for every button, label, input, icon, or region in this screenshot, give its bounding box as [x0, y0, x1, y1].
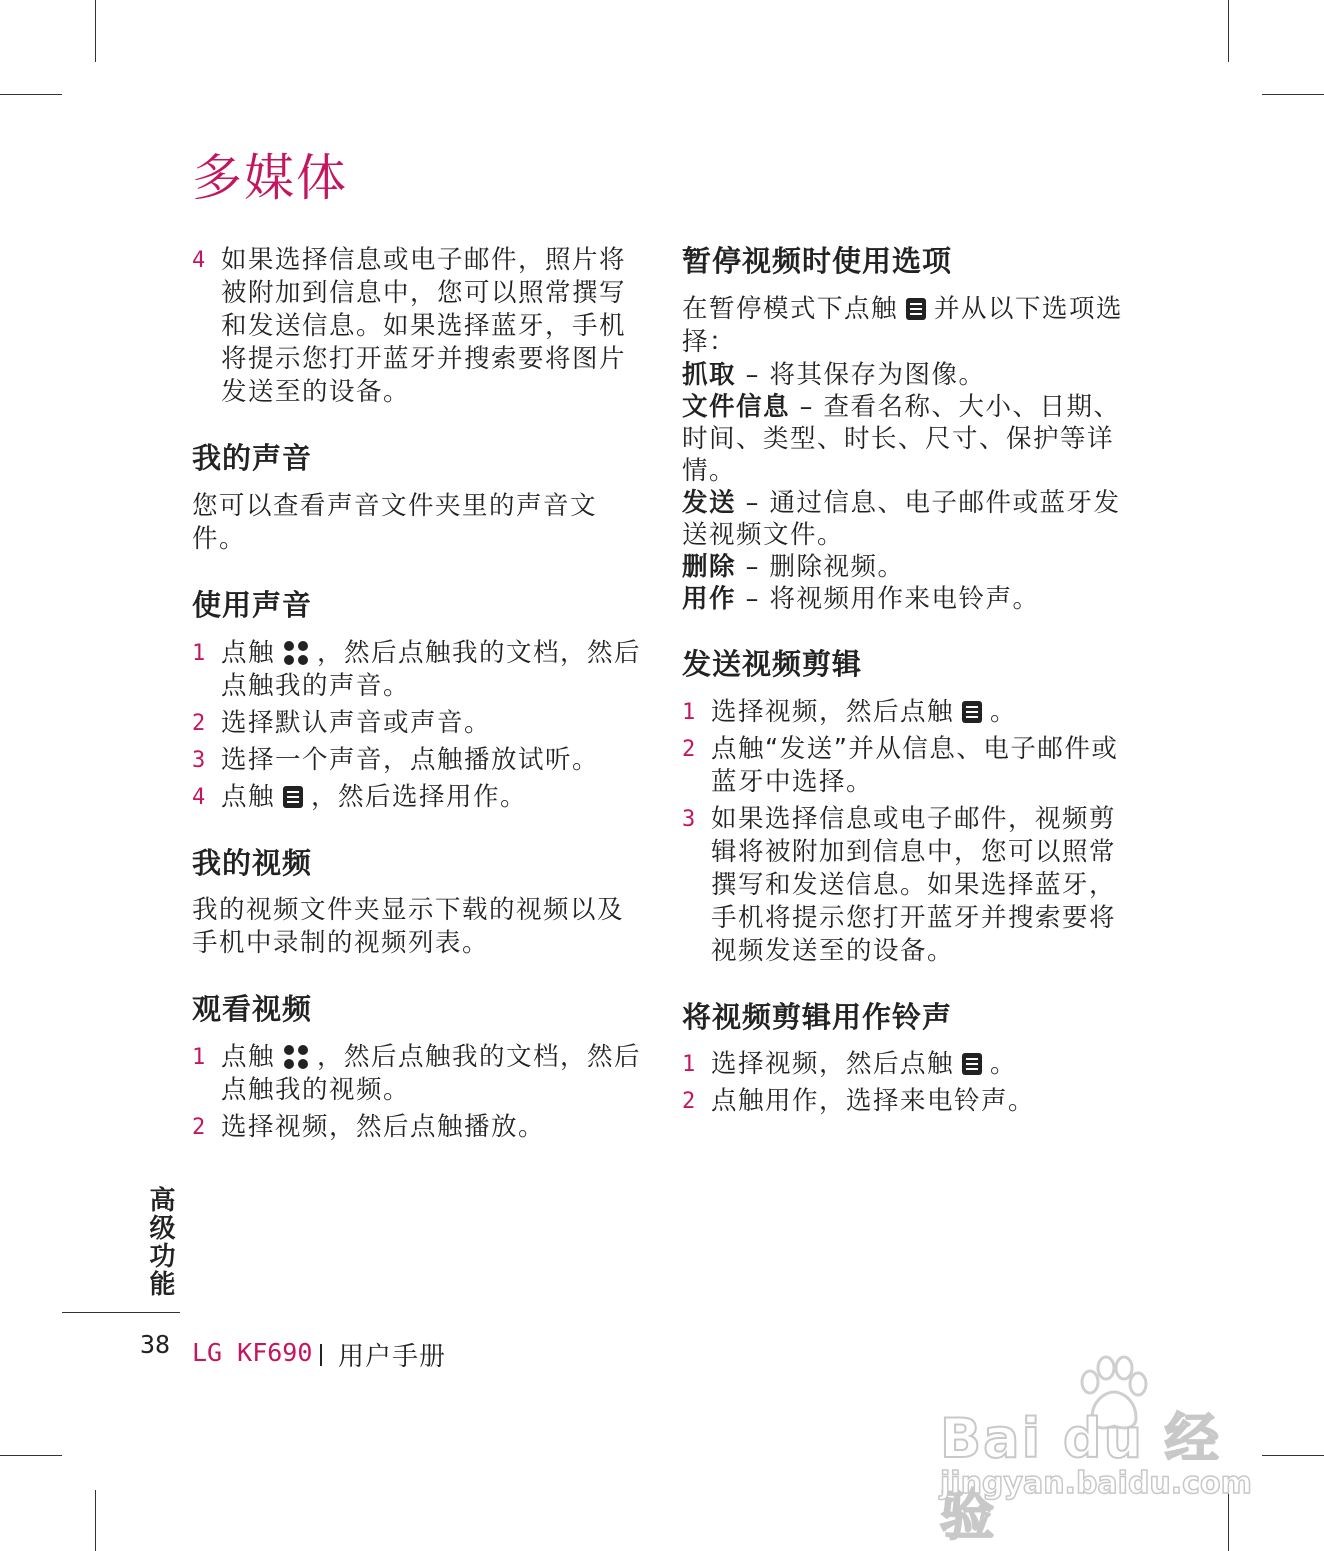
list-item [192, 707, 647, 740]
list-item [682, 696, 1137, 729]
step-number: 2 [682, 1089, 697, 1115]
crop-mark [95, 1490, 96, 1551]
option-term: 删除 [682, 551, 737, 582]
option-item [682, 487, 1137, 551]
step-text: 如果选择信息或电子邮件，视频剪辑将被附加到信息中，您可以照常撰写和发送信息。如果选择蓝牙，手机将提示您打开蓝牙并搜索要将视频发送至的设备。 [711, 803, 1117, 966]
crop-mark [95, 0, 96, 62]
apps-grid-icon [283, 1044, 309, 1070]
option-desc: – 通过信息、电子邮件或蓝牙发送视频文件。 [682, 487, 1121, 550]
step-text: 。 [990, 1049, 1018, 1080]
list-item [192, 1111, 647, 1144]
crop-mark [1228, 0, 1229, 62]
watermark [940, 1360, 1252, 1547]
option-item [682, 359, 1137, 391]
option-item [682, 391, 1137, 487]
option-desc: – 将视频用作来电铃声。 [736, 583, 1040, 614]
step-text: ，然后点触我的文档，然后点触我的视频。 [221, 1042, 642, 1106]
menu-icon [962, 701, 982, 723]
section-heading: 观看视频 [192, 992, 313, 1027]
list-item [682, 803, 1137, 968]
page-number: 38 [140, 1330, 171, 1359]
crop-mark [0, 1455, 62, 1456]
step-text: 点触 [221, 637, 276, 668]
crop-mark [1262, 94, 1324, 95]
footer-manual-title: 用户手册 [338, 1342, 447, 1372]
side-section-tab: 高级功能 [145, 1186, 175, 1298]
watermark-brand: Bai du 经验 [940, 1407, 1221, 1547]
right-column [682, 244, 1137, 1118]
step-text: 选择视频，然后点触播放。 [221, 1112, 546, 1143]
section-heading: 暂停视频时使用选项 [682, 244, 953, 278]
option-term: 文件信息 [682, 391, 791, 422]
crop-mark [1262, 1455, 1324, 1456]
step-number: 1 [682, 1052, 697, 1078]
list-item [192, 781, 647, 814]
section-body: 您可以查看声音文件夹里的声音文件。 [192, 490, 598, 554]
menu-icon [283, 786, 303, 808]
section-heading: 使用声音 [192, 587, 313, 622]
section-heading: 发送视频剪辑 [682, 646, 863, 681]
option-term: 发送 [682, 487, 737, 518]
step-text: 选择默认声音或声音。 [221, 707, 492, 738]
option-term: 用作 [682, 583, 737, 614]
step-number: 2 [682, 736, 697, 762]
step-number: 1 [682, 699, 697, 725]
section-heading: 我的声音 [192, 441, 313, 475]
option-term: 抓取 [682, 359, 737, 390]
footer-divider [320, 1344, 322, 1366]
option-item [682, 551, 1137, 583]
step-number: 4 [192, 248, 207, 273]
menu-icon [906, 298, 926, 320]
page-title: 多媒体 [192, 149, 348, 207]
intro-text: 在暂停模式下点触 [682, 293, 899, 324]
section-heading: 我的视频 [192, 845, 313, 880]
section-body [682, 293, 1137, 359]
left-column [192, 244, 647, 1144]
step-number: 3 [192, 747, 207, 773]
menu-icon [962, 1053, 982, 1075]
step-text: ，然后选择用作。 [311, 781, 528, 812]
step-number: 2 [192, 1115, 207, 1141]
section-heading: 将视频剪辑用作铃声 [682, 999, 953, 1034]
option-desc: – 将其保存为图像。 [736, 359, 986, 390]
step-number: 1 [192, 1045, 207, 1071]
step-text: 点触 [221, 781, 276, 812]
side-rule [62, 1312, 180, 1313]
list-item [192, 637, 647, 703]
crop-mark [0, 94, 62, 95]
step-number: 1 [192, 640, 207, 666]
step-text: 。 [990, 696, 1018, 727]
intro-text: 并从以下选项选择： [682, 293, 1124, 357]
option-desc: – 删除视频。 [736, 551, 905, 582]
step-text: 点触“发送”并从信息、电子邮件或蓝牙中选择。 [711, 733, 1119, 797]
list-item [192, 1041, 647, 1107]
step-number: 2 [192, 710, 207, 736]
section-body: 我的视频文件夹显示下载的视频以及手机中录制的视频列表。 [192, 895, 625, 959]
step-text: 选择视频，然后点触 [711, 696, 955, 727]
list-item [682, 1085, 1137, 1118]
list-item [682, 733, 1137, 799]
step-text: 点触用作，选择来电铃声。 [711, 1086, 1036, 1117]
list-item [682, 1048, 1137, 1081]
step-text: 点触 [221, 1042, 276, 1073]
option-item [682, 583, 1137, 615]
step-text: ，然后点触我的文档，然后点触我的声音。 [221, 637, 642, 701]
step-number: 3 [682, 806, 697, 832]
footer-brand: LG KF690 [192, 1338, 313, 1367]
step-text: 选择一个声音，点触播放试听。 [221, 744, 600, 775]
step-text: 选择视频，然后点触 [711, 1049, 955, 1080]
watermark-url: jingyan.baidu.com [940, 1466, 1252, 1501]
step-text: 如果选择信息或电子邮件，照片将被附加到信息中，您可以照常撰写和发送信息。如果选择蓝牙，手机将提示您打开蓝牙并搜索要将图片发送至的设备。 [221, 245, 627, 407]
list-item [192, 744, 647, 777]
list-item [192, 244, 647, 409]
apps-grid-icon [283, 640, 309, 666]
step-number: 4 [192, 784, 207, 810]
option-desc: – 查看名称、大小、日期、时间、类型、时长、尺寸、保护等详情。 [682, 391, 1121, 486]
